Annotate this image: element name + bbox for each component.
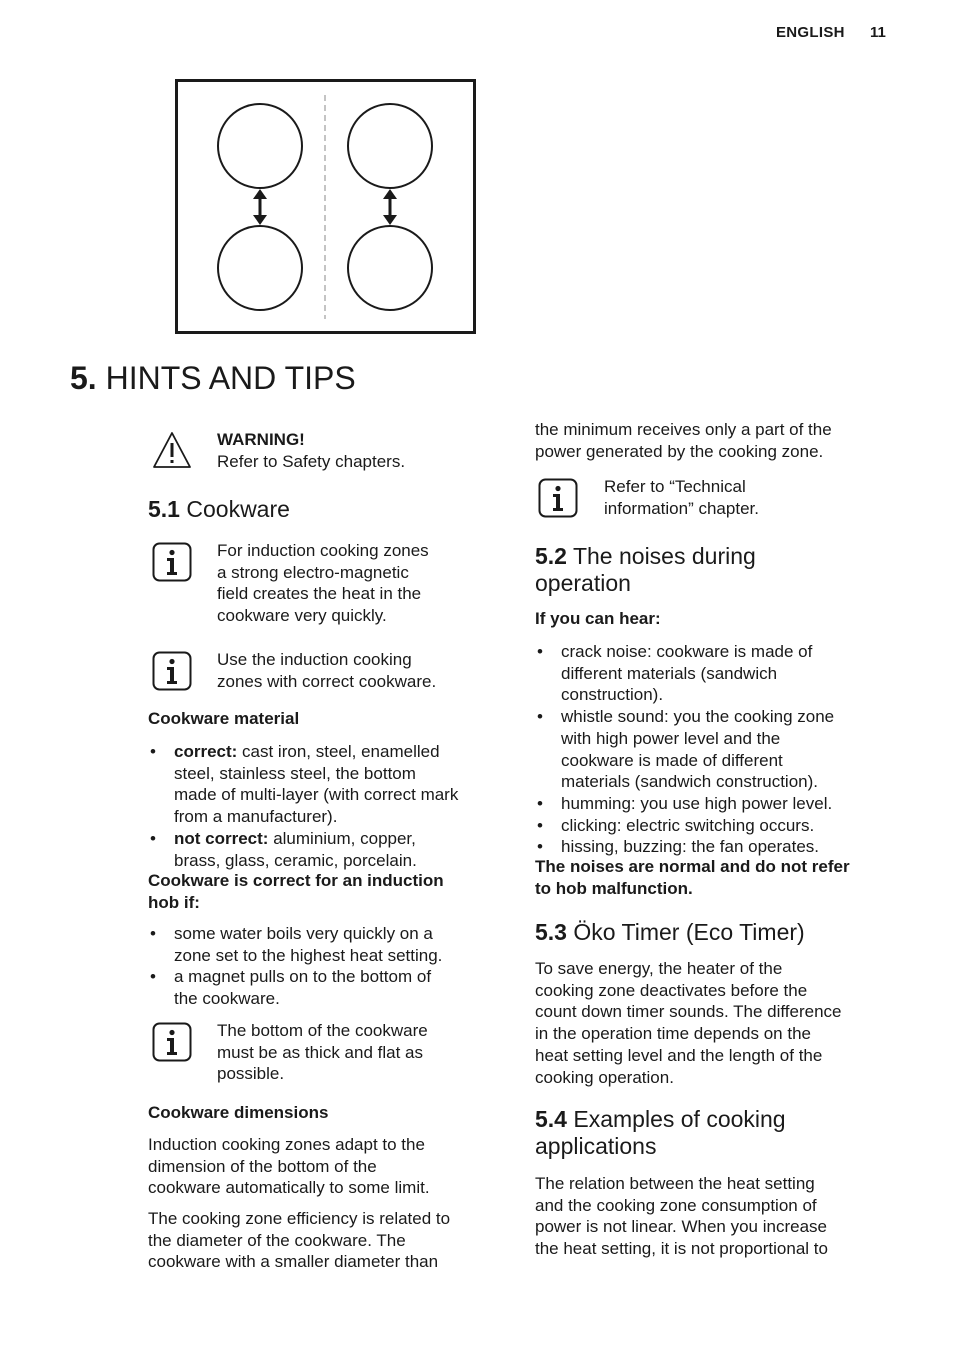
cookware-material-list: [148, 741, 508, 871]
text-line: The cooking zone efficiency is related to: [148, 1209, 451, 1228]
text-line: clicking: electric switching occurs.: [561, 815, 815, 835]
noises-normal-note: [535, 856, 850, 899]
text-line: cooking operation.: [535, 1067, 674, 1087]
page-number: 11: [870, 24, 886, 41]
info-icon: [538, 478, 578, 518]
text-line: a magnet pulls on to the bottom of: [174, 967, 432, 987]
text-line: field creates the heat in the: [217, 584, 422, 604]
text-line: hob if:: [148, 892, 200, 912]
text-line: Induction cooking zones adapt to the: [148, 1135, 425, 1154]
cookware-dimensions-paragraph-2: [148, 1208, 450, 1273]
text-line: crack noise: cookware is made of: [561, 642, 813, 661]
section-5-2-number: 5.2: [535, 543, 567, 569]
info-icon: [152, 651, 192, 691]
text-line: whistle sound: you the cooking zone: [561, 707, 835, 727]
list-item: [535, 836, 915, 858]
continuation-paragraph: [535, 419, 832, 462]
text-line: information” chapter.: [604, 498, 759, 518]
text-line: power is not linear. When you increase: [535, 1217, 827, 1237]
text-line: materials (sandwich construction).: [561, 772, 818, 792]
text-line: cast iron, steel, enamelled: [237, 742, 440, 761]
section-5-4-number: 5.4: [535, 1106, 567, 1132]
text-line: zones with correct cookware.: [217, 671, 437, 691]
section-5-4-heading: [535, 1106, 786, 1160]
text-line: The relation between the heat setting: [535, 1174, 815, 1193]
text-line: zone set to the highest heat setting.: [174, 945, 443, 965]
text-line: possible.: [217, 1064, 285, 1084]
text-line: cooking zone deactivates before the: [535, 980, 808, 1000]
cooking-applications-paragraph: [535, 1173, 828, 1260]
list-item: [535, 793, 915, 815]
text-line: some water boils very quickly on a: [174, 924, 433, 943]
text-line: The noises are normal and do not refer: [535, 857, 850, 876]
text-line: from a manufacturer).: [174, 807, 338, 827]
list-item: [535, 641, 915, 706]
eco-timer-paragraph: [535, 958, 842, 1088]
cookware-correct-heading: [148, 870, 444, 913]
text-line: brass, glass, ceramic, porcelain.: [174, 850, 417, 870]
text-line: Refer to “Technical: [604, 477, 746, 496]
bridge-arrow-right-icon: [383, 189, 397, 225]
warning-block: [217, 429, 405, 472]
section-5-1-heading: [148, 496, 290, 523]
info-technical-reference: [604, 476, 759, 519]
noises-hear-heading: If you can hear:: [535, 609, 661, 628]
hob-zones-diagram: [175, 79, 477, 335]
zone-front-right: [348, 104, 432, 188]
text-line: For induction cooking zones: [217, 541, 429, 560]
section-5-3-number: 5.3: [535, 919, 567, 945]
text-line: the diameter of the cookware. The: [148, 1230, 406, 1250]
info-correct-cookware: [217, 649, 436, 692]
text-line: steel, stainless steel, the bottom: [174, 763, 416, 783]
cookware-material-heading: Cookware material: [148, 709, 300, 728]
text-line: cookware is made of different: [561, 750, 783, 770]
warning-text: Refer to Safety chapters.: [217, 451, 406, 471]
cookware-correct-list: [148, 923, 508, 1010]
info-icon: [152, 542, 192, 582]
warning-triangle-icon: [152, 431, 192, 469]
info-cookware-bottom: [217, 1020, 428, 1085]
cookware-dimensions-paragraph-1: [148, 1134, 430, 1199]
list-item: [148, 923, 508, 966]
text-line: dimension of the bottom of the: [148, 1156, 377, 1176]
text-line: the minimum receives only a part of the: [535, 420, 832, 439]
section-5-2-title: operation: [535, 570, 631, 596]
section-5-2-title: The noises during: [566, 543, 756, 569]
section-5-4-title: Examples of cooking: [566, 1106, 786, 1132]
section-5-3-heading: [535, 919, 805, 946]
info-induction-field: [217, 540, 429, 627]
section-5-2-heading: [535, 543, 756, 597]
zone-rear-left: [218, 226, 302, 310]
zone-front-left: [218, 104, 302, 188]
chapter-title-text: HINTS AND TIPS: [105, 360, 356, 396]
text-line: in the operation time depends on the: [535, 1024, 811, 1044]
list-item: [535, 815, 915, 837]
text-line: different materials (sandwich: [561, 663, 778, 683]
text-line: count down timer sounds. The difference: [535, 1002, 842, 1022]
text-line: must be as thick and flat as: [217, 1042, 423, 1062]
text-line: cookware very quickly.: [217, 606, 387, 626]
text-line: To save energy, the heater of the: [535, 959, 783, 978]
chapter-number: 5.: [70, 360, 97, 396]
text-line: made of multi-layer (with correct mark: [174, 785, 459, 805]
text-line: the cookware.: [174, 989, 280, 1009]
list-item: [148, 966, 508, 1009]
bridge-arrow-left-icon: [253, 189, 267, 225]
section-5-4-title: applications: [535, 1133, 657, 1159]
zone-rear-right: [348, 226, 432, 310]
text-line: cookware with a smaller diameter than: [148, 1252, 439, 1272]
cookware-dimensions-heading: Cookware dimensions: [148, 1103, 329, 1122]
text-line: The bottom of the cookware: [217, 1021, 428, 1040]
text-line: heat setting level and the length of the: [535, 1045, 823, 1065]
noises-list: [535, 641, 915, 858]
item-label: correct:: [174, 742, 238, 761]
text-line: construction).: [561, 685, 664, 705]
text-line: and the cooking zone consumption of: [535, 1195, 817, 1215]
info-icon: [152, 1022, 192, 1062]
text-line: hissing, buzzing: the fan operates.: [561, 837, 819, 857]
list-item: [148, 741, 508, 828]
text-line: power generated by the cooking zone.: [535, 441, 824, 461]
text-line: a strong electro-magnetic: [217, 562, 409, 582]
section-5-1-number: 5.1: [148, 496, 180, 522]
section-5-1-title: Cookware: [186, 496, 290, 522]
header-language: ENGLISH: [776, 24, 845, 41]
item-label: not correct:: [174, 828, 269, 848]
text-line: Cookware is correct for an induction: [148, 871, 444, 890]
text-line: the heat setting, it is not proportional to: [535, 1239, 828, 1259]
section-5-3-title: Öko Timer (Eco Timer): [566, 919, 805, 945]
warning-title: WARNING!: [217, 430, 305, 449]
text-line: humming: you use high power level.: [561, 793, 833, 813]
chapter-title: [70, 360, 356, 397]
text-line: aluminium, copper,: [268, 828, 416, 848]
list-item: [535, 706, 915, 793]
list-item: [148, 828, 508, 871]
text-line: with high power level and the: [561, 728, 781, 748]
text-line: Use the induction cooking: [217, 650, 412, 669]
text-line: cookware automatically to some limit.: [148, 1178, 430, 1198]
text-line: to hob malfunction.: [535, 878, 693, 898]
